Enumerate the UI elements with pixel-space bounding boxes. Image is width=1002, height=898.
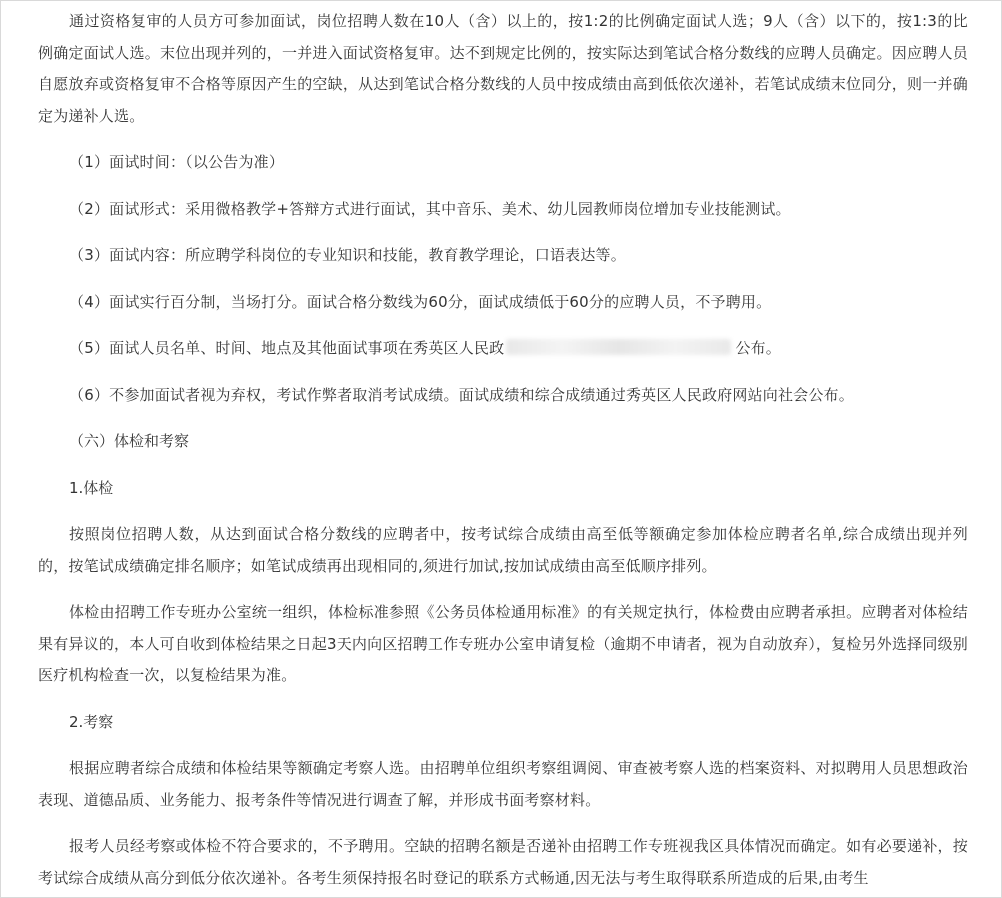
- spacer: [38, 132, 968, 147]
- spacer: [38, 738, 968, 753]
- spacer: [38, 458, 968, 473]
- spacer: [38, 318, 968, 333]
- intro-paragraph: 通过资格复审的人员方可参加面试，岗位招聘人数在10人（含）以上的，按1:2的比例确定面试人选；9人（含）以下的，按1:3的比例确定面试人选。末位出现并列的，一并进入面试资格复审。达不到规定比例的，按实际达到笔试合格分数线的应聘人员确定。因应聘人员自愿放弃或资格复审不合格等原因产生的空缺，从达到笔试合格分数线的人员中按成绩由高到低依次递补，若笔试成绩末位同分，则一并确定为递补人选。: [38, 12, 968, 125]
- subheading-inspection: 2.考察: [69, 712, 114, 731]
- inspection-paragraph-1: 根据应聘者综合成绩和体检结果等额确定考察人选。由招聘单位组织考察组调阅、审查被考察人选的档案资料、对拟聘用人员思想政治表现、道德品质、业务能力、报考条件等情况进行调查了解，并形成书面考察材料。: [38, 759, 968, 809]
- interview-item-2: （2）面试形式：采用微格教学+答辩方式进行面试，其中音乐、美术、幼儿园教师岗位增加专业技能测试。: [69, 199, 791, 218]
- interview-item-5-prefix: （5）面试人员名单、时间、地点及其他面试事项在秀英区人民政: [69, 339, 505, 357]
- inspection-paragraph-2: 报考人员经考察或体检不符合要求的，不予聘用。空缺的招聘名额是否递补由招聘工作专班视我区具体情况而确定。如有必要递补，按考试综合成绩从高分到低分依次递补。各考生须保持报名时登记的联系方式畅通,因无法与考生取得联系所造成的后果,由考生: [38, 837, 968, 887]
- interview-item-6: （6）不参加面试者视为弃权，考试作弊者取消考试成绩。面试成绩和综合成绩通过秀英区人民政府网站向社会公布。: [69, 385, 854, 404]
- spacer: [38, 692, 968, 707]
- redacted-blur: [506, 339, 731, 355]
- spacer: [38, 504, 968, 519]
- subheading-physical-exam: 1.体检: [69, 478, 114, 497]
- spacer: [38, 816, 968, 831]
- spacer: [38, 365, 968, 380]
- spacer: [38, 225, 968, 240]
- interview-item-3: （3）面试内容：所应聘学科岗位的专业知识和技能，教育教学理论，口语表达等。: [69, 246, 626, 264]
- document-body: [38, 6, 968, 894]
- interview-item-4: （4）面试实行百分制，当场打分。面试合格分数线为60分，面试成绩低于60分的应聘人员，不予聘用。: [69, 292, 772, 311]
- interview-item-1: （1）面试时间：（以公告为准）: [69, 153, 285, 171]
- spacer: [38, 582, 968, 597]
- spacer: [38, 411, 968, 426]
- physical-exam-paragraph-1: 按照岗位招聘人数，从达到面试合格分数线的应聘者中，按考试综合成绩由高至低等额确定参加体检应聘者名单,综合成绩出现并列的，按笔试成绩确定排名顺序；如笔试成绩再出现相同的,须进行加试,按加试成绩由高至低顺序排列。: [38, 525, 968, 575]
- section-heading-physical-and-inspection: （六）体检和考察: [69, 432, 190, 450]
- spacer: [38, 272, 968, 287]
- interview-item-5: [38, 333, 968, 365]
- physical-exam-paragraph-2: 体检由招聘工作专班办公室统一组织，体检标准参照《公务员体检通用标准》的有关规定执行，体检费由应聘者承担。应聘者对体检结果有异议的，本人可自收到体检结果之日起3天内向区招聘工作专班办公室申请复检（逾期不申请者，视为自动放弃），复检另外选择同级别医疗机构检查一次，以复检结果为准。: [38, 603, 968, 684]
- spacer: [38, 179, 968, 194]
- interview-item-5-suffix: 公布。: [735, 339, 781, 357]
